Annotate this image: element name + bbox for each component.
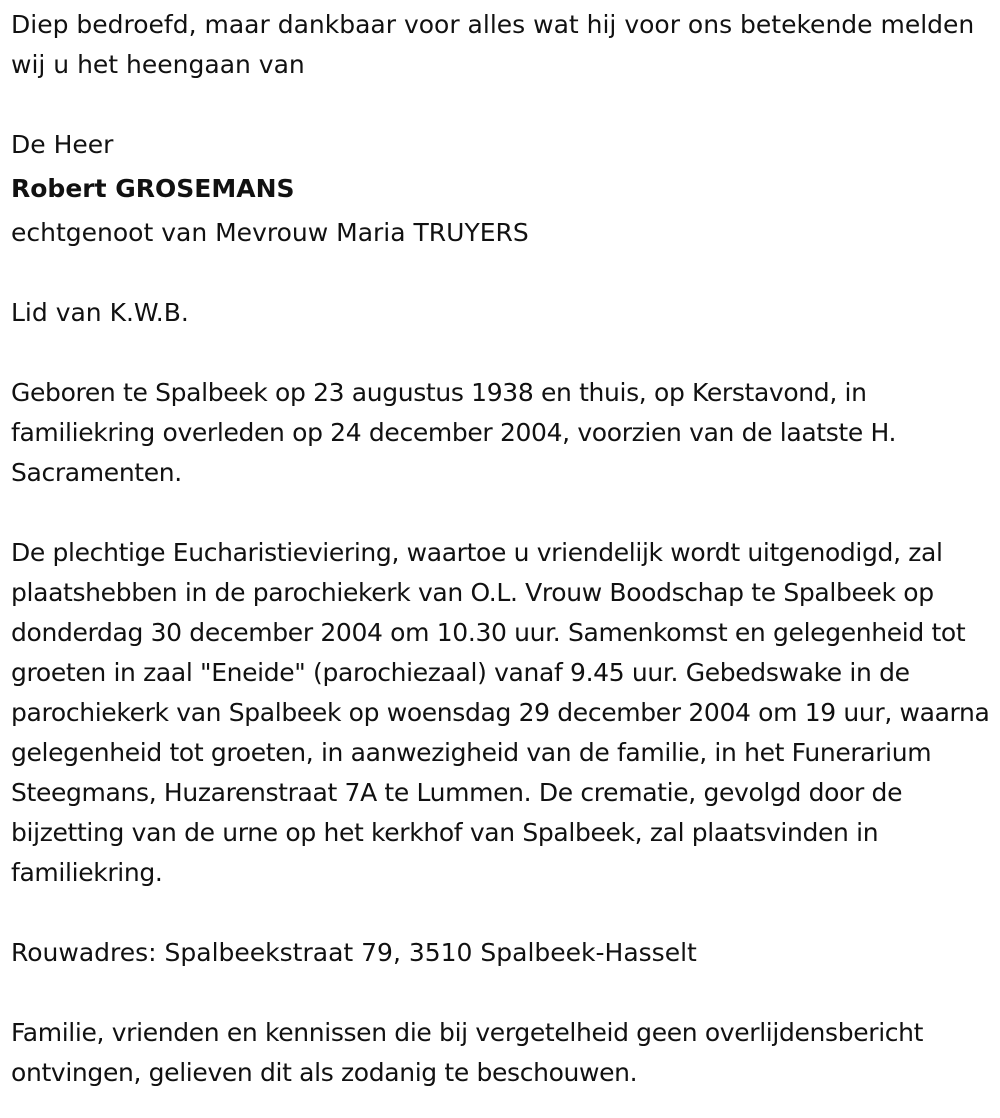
death-announcement [11,0,996,1093]
intro-paragraph: Diep bedroefd, maar dankbaar voor alles wat hij voor ons betekende melden wij u het heengaan van [11,10,975,79]
deceased-name: Robert GROSEMANS [11,174,295,203]
ceremony-paragraph: De plechtige Eucharistieviering, waartoe u vriendelijk wordt uitgenodigd, zal plaatshebben in de parochiekerk van O.L. Vrouw Boodschap te Spalbeek op donderdag 30 december 2004 om 10.30 uur. Samenkomst en gelegenheid tot groeten in zaal "Eneide" (parochiezaal) vanaf 9.45 uur. Gebedswake in de parochiekerk van Spalbeek op woensdag 29 december 2004 om 19 uur, waarna gelegenheid tot groeten, in aanwezigheid van de familie, in het Funerarium Steegmans, Huzarenstraat 7A te Lummen. De crematie, gevolgd door de bijzetting van de urne op het kerkhof van Spalbeek, zal plaatsvinden in familiekring. [11,538,990,887]
address-line: Rouwadres: Spalbeekstraat 79, 3510 Spalbeek-Hasselt [11,938,697,967]
title-line: De Heer [11,130,114,159]
closing-paragraph: Familie, vrienden en kennissen die bij vergetelheid geen overlijdensbericht ontvingen, gelieven dit als zodanig te beschouwen. [11,1018,924,1087]
spouse-line: echtgenoot van Mevrouw Maria TRUYERS [11,218,529,247]
birth-death-paragraph: Geboren te Spalbeek op 23 augustus 1938 en thuis, op Kerstavond, in familiekring overleden op 24 december 2004, voorzien van de laatste H. Sacramenten. [11,378,897,487]
membership-line: Lid van K.W.B. [11,298,189,327]
